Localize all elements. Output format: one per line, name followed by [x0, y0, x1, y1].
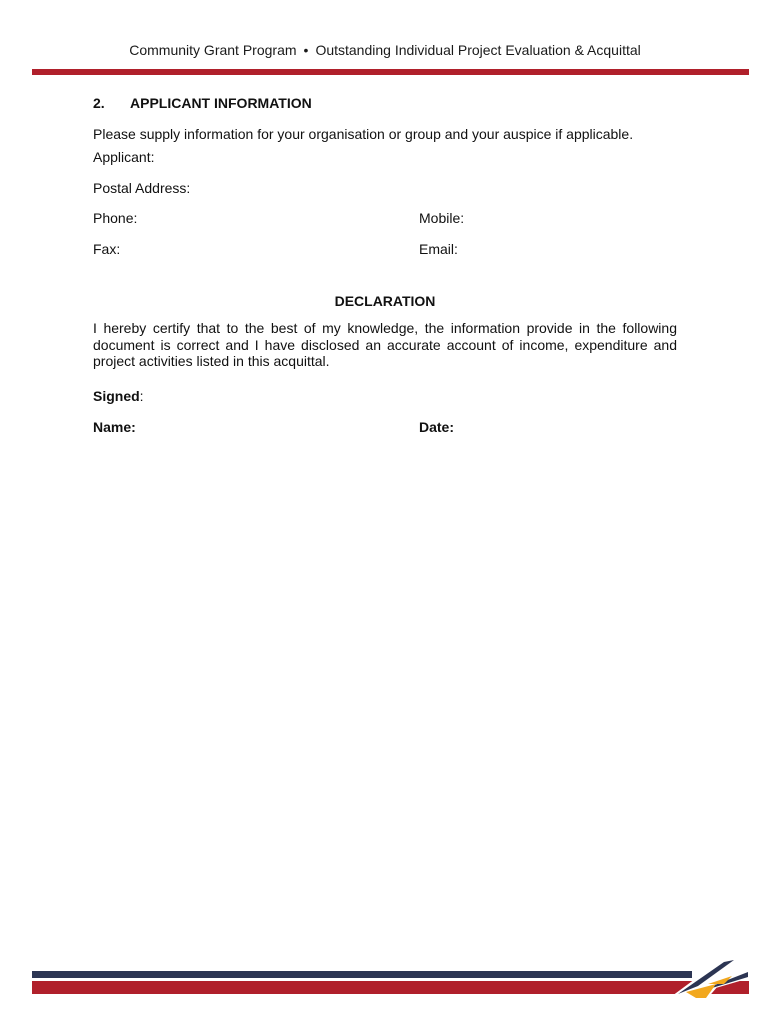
- section-title: APPLICANT INFORMATION: [130, 95, 312, 111]
- fax-field: Fax:: [93, 241, 121, 257]
- header-rule: [32, 69, 749, 75]
- signed-field: [93, 388, 144, 404]
- header-program: Community Grant Program: [129, 42, 297, 58]
- name-field: Name:: [93, 419, 136, 435]
- section-number: 2.: [93, 95, 105, 111]
- mobile-field: Mobile:: [419, 210, 465, 226]
- signed-colon: :: [139, 388, 144, 404]
- swoosh-logo-icon: [672, 956, 750, 1000]
- footer-navy-rule: [32, 971, 692, 978]
- section-intro: Please supply information for your organisation or group and your auspice if applicable.: [93, 126, 634, 142]
- postal-address-field: Postal Address:: [93, 180, 191, 196]
- footer-red-rule: [32, 981, 749, 994]
- date-field: Date:: [419, 419, 455, 435]
- section-heading: [93, 95, 312, 111]
- email-field: Email:: [419, 241, 458, 257]
- declaration-title: DECLARATION: [334, 293, 436, 309]
- page-header: [0, 42, 770, 58]
- header-document-title: Outstanding Individual Project Evaluation & Acquittal: [315, 42, 641, 58]
- phone-field: Phone:: [93, 210, 138, 226]
- applicant-field: Applicant:: [93, 149, 155, 165]
- declaration-body: I hereby certify that to the best of my knowledge, the information provide in the following document is correct and I have disclosed an accurate account of income, expenditure and project activities listed in this acquittal.: [93, 320, 677, 369]
- header-bullet: •: [303, 42, 309, 58]
- signed-label: Signed: [93, 388, 140, 404]
